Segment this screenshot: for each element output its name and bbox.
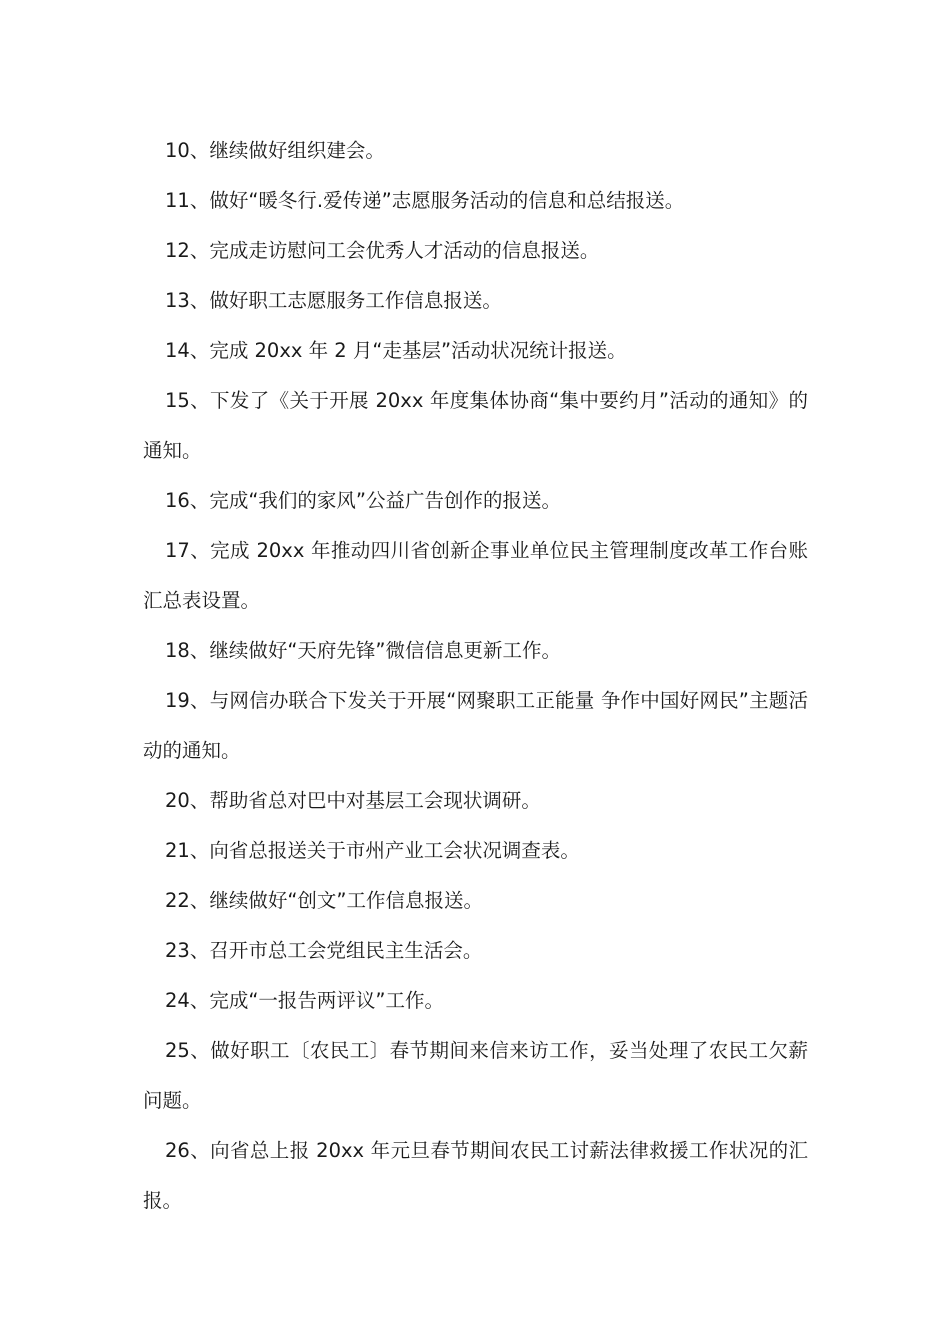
list-item: 17、完成 20xx 年推动四川省创新企事业单位民主管理制度改革工作台账汇总表设置。 xyxy=(143,539,808,612)
list-item: 13、做好职工志愿服务工作信息报送。 xyxy=(165,289,502,312)
document-body xyxy=(143,126,808,1226)
list-item: 24、完成“一报告两评议”工作。 xyxy=(165,989,445,1012)
list-item: 18、继续做好“天府先锋”微信信息更新工作。 xyxy=(165,639,562,662)
list-item: 26、向省总上报 20xx 年元旦春节期间农民工讨薪法律救援工作状况的汇报。 xyxy=(143,1139,808,1212)
list-item: 20、帮助省总对巴中对基层工会现状调研。 xyxy=(165,789,541,812)
list-item: 21、向省总报送关于市州产业工会状况调查表。 xyxy=(165,839,580,862)
list-item: 19、与网信办联合下发关于开展“网聚职工正能量 争作中国好网民”主题活动的通知。 xyxy=(143,689,808,762)
list-item: 23、召开市总工会党组民主生活会。 xyxy=(165,939,483,962)
list-item: 11、做好“暖冬行.爱传递”志愿服务活动的信息和总结报送。 xyxy=(165,189,685,212)
list-item: 12、完成走访慰问工会优秀人才活动的信息报送。 xyxy=(165,239,600,262)
list-item: 25、做好职工〔农民工〕春节期间来信来访工作，妥当处理了农民工欠薪问题。 xyxy=(143,1039,808,1112)
list-item: 16、完成“我们的家风”公益广告创作的报送。 xyxy=(165,489,562,512)
list-item: 22、继续做好“创文”工作信息报送。 xyxy=(165,889,484,912)
list-item: 14、完成 20xx 年 2 月“走基层”活动状况统计报送。 xyxy=(165,339,627,362)
list-item: 10、继续做好组织建会。 xyxy=(165,139,385,162)
list-item: 15、下发了《关于开展 20xx 年度集体协商“集中要约月”活动的通知》的通知。 xyxy=(143,389,808,462)
